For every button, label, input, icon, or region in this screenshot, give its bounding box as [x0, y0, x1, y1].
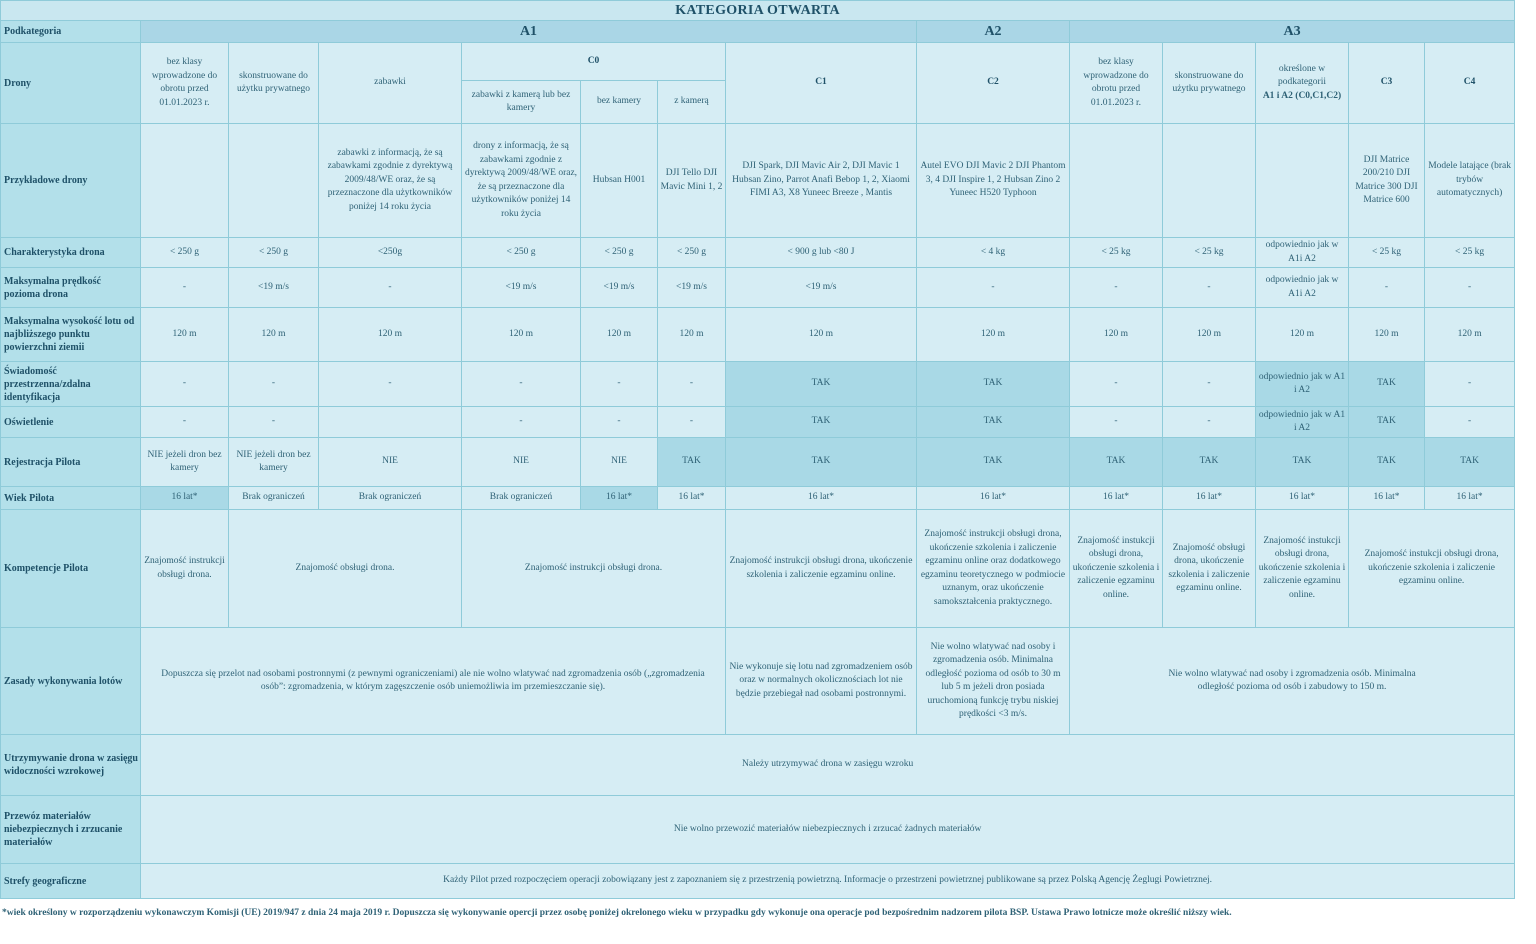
label-przewoz: Przewóz materiałów niebezpiecznych i zrzucanie materiałów: [1, 796, 141, 864]
age-a3o: 16 lat*: [1256, 487, 1349, 510]
age-a3b: 16 lat*: [1070, 487, 1163, 510]
drone-class-c0: C0: [462, 43, 726, 81]
height-cell: 120 m: [917, 308, 1070, 362]
competence-c0: Znajomość instrukcji obsługi drona.: [462, 510, 726, 628]
height-cell: 120 m: [581, 308, 658, 362]
aware-cell: -: [462, 362, 581, 407]
light-cell: -: [1425, 407, 1515, 438]
height-cell: 120 m: [141, 308, 229, 362]
speed-pryw: <19 m/s: [229, 268, 319, 308]
reg-c3: TAK: [1349, 438, 1425, 487]
speed-a3p: -: [1163, 268, 1256, 308]
label-swiadomosc: Świadomość przestrzenna/zdalna identyfikacja: [1, 362, 141, 407]
example-c2: Autel EVO DJI Mavic 2 DJI Phantom 3, 4 DJI Inspire 1, 2 Hubsan Zino 2 Yuneec H520 Typhoon: [917, 124, 1070, 238]
char-zab: <250g: [319, 238, 462, 268]
example-a3-pryw: [1163, 124, 1256, 238]
speed-zab: -: [319, 268, 462, 308]
age-bez: 16 lat*: [141, 487, 229, 510]
light-cell: -: [658, 407, 726, 438]
example-a3-okr: [1256, 124, 1349, 238]
char-c3: < 25 kg: [1349, 238, 1425, 268]
char-a3p: < 25 kg: [1163, 238, 1256, 268]
label-utrzymywanie: Utrzymywanie drona w zasięgu widoczności wzrokowej: [1, 735, 141, 796]
height-cell: 120 m: [319, 308, 462, 362]
subcategory-a3: A3: [1070, 21, 1515, 43]
height-cell: 120 m: [1070, 308, 1163, 362]
page-title: KATEGORIA OTWARTA: [1, 1, 1515, 21]
aware-cell: -: [1070, 362, 1163, 407]
drone-class-c4: C4: [1425, 43, 1515, 124]
age-c0k: 16 lat*: [658, 487, 726, 510]
label-wysokosc: Maksymalna wysokość lotu od najbliższego punktu powierzchni ziemii: [1, 308, 141, 362]
competence-bez: Znajomość instrukcji obsługi drona.: [141, 510, 229, 628]
aware-c3: TAK: [1349, 362, 1425, 407]
speed-bez: -: [141, 268, 229, 308]
reg-a3b: TAK: [1070, 438, 1163, 487]
competence-pryw-zab: Znajomość obsługi drona.: [229, 510, 462, 628]
char-bez: < 250 g: [141, 238, 229, 268]
light-c1: TAK: [726, 407, 917, 438]
drone-class-c3: C3: [1349, 43, 1425, 124]
subcategory-a2: A2: [917, 21, 1070, 43]
drone-class-a3-prywatne: skonstruowane do użytku prywatnego: [1163, 43, 1256, 124]
example-c0-zabawki: drony z informacją, że są zabawkami zgodnie z dyrektywą 2009/48/WE oraz, że są przeznaczone dla użytkowników poniżej 14 roku życia: [462, 124, 581, 238]
drone-class-a3-okreslone: [1256, 43, 1349, 124]
reg-c0b: NIE: [581, 438, 658, 487]
aware-cell: -: [319, 362, 462, 407]
aware-cell: -: [1425, 362, 1515, 407]
age-pryw: Brak ograniczeń: [229, 487, 319, 510]
reg-zab: NIE: [319, 438, 462, 487]
age-a3p: 16 lat*: [1163, 487, 1256, 510]
rules-c1: Nie wykonuje się lotu nad zgromadzeniem osób oraz w normalnych okolicznościach lot nie będzie przebiegał nad osobami postronnymi.: [726, 628, 917, 735]
reg-a3o: TAK: [1256, 438, 1349, 487]
age-c4: 16 lat*: [1425, 487, 1515, 510]
competence-c2: Znajomość instrukcji obsługi drona, ukończenie szkolenia i zaliczenie egzaminu online oraz dodatkowego egzaminu teoretycznego w podmiocie uznanym, oraz ukończenie samokształcenia praktycznego.: [917, 510, 1070, 628]
aware-cell: -: [581, 362, 658, 407]
height-cell: 120 m: [1425, 308, 1515, 362]
speed-c0b: <19 m/s: [581, 268, 658, 308]
reg-c0z: NIE: [462, 438, 581, 487]
competence-c1: Znajomość instrukcji obsługi drona, ukończenie szkolenia i zaliczenie egzaminu online.: [726, 510, 917, 628]
label-predkosc: Maksymalna prędkość pozioma drona: [1, 268, 141, 308]
light-cell: -: [1163, 407, 1256, 438]
rules-a3: Nie wolno wlatywać nad osoby i zgromadzenia osób. Minimalna odległość pozioma od osób i zabudowy to 150 m.: [1070, 628, 1515, 735]
label-strefy: Strefy geograficzne: [1, 864, 141, 899]
aware-cell: -: [1163, 362, 1256, 407]
height-cell: 120 m: [229, 308, 319, 362]
age-zab: Brak ograniczeń: [319, 487, 462, 510]
light-cell: -: [462, 407, 581, 438]
aware-cell: -: [141, 362, 229, 407]
drone-class-zabawki: zabawki: [319, 43, 462, 124]
reg-pryw: NIE jeżeli dron bez kamery: [229, 438, 319, 487]
height-cell: 120 m: [1256, 308, 1349, 362]
char-c0b: < 250 g: [581, 238, 658, 268]
age-c0z: Brak ograniczeń: [462, 487, 581, 510]
geozones-cell: Każdy Pilot przed rozpoczęciem operacji zobowiązany jest z zapoznaniem się z przestrzenią powietrzną. Informacje o przestrzeni powietrznej publikowane są przez Polską Agencję Żeglugi Powietrznej.: [141, 864, 1515, 899]
drone-class-c1: C1: [726, 43, 917, 124]
aware-cell: -: [658, 362, 726, 407]
speed-c3: -: [1349, 268, 1425, 308]
light-c3: TAK: [1349, 407, 1425, 438]
height-cell: 120 m: [462, 308, 581, 362]
reg-c2: TAK: [917, 438, 1070, 487]
reg-a3p: TAK: [1163, 438, 1256, 487]
drone-class-prywatne: skonstruowane do użytku prywatnego: [229, 43, 319, 124]
example-bez-klasy: [141, 124, 229, 238]
c0-zabawki: zabawki z kamerą lub bez kamery: [462, 81, 581, 124]
dangerous-goods-cell: Nie wolno przewozić materiałów niebezpiecznych i zrzucać żadnych materiałów: [141, 796, 1515, 864]
speed-a3b: -: [1070, 268, 1163, 308]
age-c1: 16 lat*: [726, 487, 917, 510]
competence-a3b: Znajomość instukcji obsługi drona, ukończenie szkolenia i zaliczenie egzaminu online.: [1070, 510, 1163, 628]
speed-c1: <19 m/s: [726, 268, 917, 308]
drone-class-bez-klasy: bez klasy wprowadzone do obrotu przed 01.01.2023 r.: [141, 43, 229, 124]
label-charakterystyka: Charakterystyka drona: [1, 238, 141, 268]
example-c0-bez: Hubsan H001: [581, 124, 658, 238]
light-cell: -: [229, 407, 319, 438]
okreslone-bold: A1 i A2 (C0,C1,C2): [1262, 90, 1342, 101]
c0-bez-kamery: bez kamery: [581, 81, 658, 124]
age-c3: 16 lat*: [1349, 487, 1425, 510]
example-c4: Modele latające (brak trybów automatycznych): [1425, 124, 1515, 238]
light-cell: -: [581, 407, 658, 438]
speed-c0z: <19 m/s: [462, 268, 581, 308]
drone-class-c2: C2: [917, 43, 1070, 124]
age-c2: 16 lat*: [917, 487, 1070, 510]
height-cell: 120 m: [1349, 308, 1425, 362]
aware-cell: -: [229, 362, 319, 407]
label-oswietlenie: Oświetlenie: [1, 407, 141, 438]
example-c0-z: DJI Tello DJI Mavic Mini 1, 2: [658, 124, 726, 238]
aware-a3o: odpowiednio jak w A1 i A2: [1256, 362, 1349, 407]
aware-c2: TAK: [917, 362, 1070, 407]
footnote: *wiek określony w rozporządzeniu wykonawczym Komisji (UE) 2019/947 z dnia 24 maja 2019 r. Dopuszcza się wykonywanie opercji przez osobę poniżej okrelonego wieku w przypadku gdy wykonuje ona operacje pod bezpośrednim nadzorem pilota BSP. Ustawa Prawo lotnicze może określić niższy wiek.: [2, 908, 1232, 918]
rules-c2: Nie wolno wlatywać nad osoby i zgromadzenia osób. Minimalna odległość pozioma od osób to 30 m lub 5 m jeżeli dron posiada uruchomioną funkcję trybu niskiej prędkości <3 m/s.: [917, 628, 1070, 735]
light-cell: [319, 407, 462, 438]
reg-c0k: TAK: [658, 438, 726, 487]
height-cell: 120 m: [658, 308, 726, 362]
light-cell: -: [141, 407, 229, 438]
speed-c2: -: [917, 268, 1070, 308]
light-a3o: odpowiednio jak w A1 i A2: [1256, 407, 1349, 438]
light-cell: -: [1070, 407, 1163, 438]
label-wiek: Wiek Pilota: [1, 487, 141, 510]
char-c4: < 25 kg: [1425, 238, 1515, 268]
aware-c1: TAK: [726, 362, 917, 407]
light-c2: TAK: [917, 407, 1070, 438]
example-prywatne: [229, 124, 319, 238]
label-zasady: Zasady wykonywania lotów: [1, 628, 141, 735]
age-c0b: 16 lat*: [581, 487, 658, 510]
speed-c4: -: [1425, 268, 1515, 308]
char-a3b: < 25 kg: [1070, 238, 1163, 268]
reg-c1: TAK: [726, 438, 917, 487]
speed-c0k: <19 m/s: [658, 268, 726, 308]
example-zabawki: zabawki z informacją, że są zabawkami zgodnie z dyrektywą 2009/48/WE oraz, że są przeznaczone dla użytkowników poniżej 14 roku życia: [319, 124, 462, 238]
competence-a3p: Znajomość obsługi drona, ukończenie szkolenia i zaliczenie egzaminu online.: [1163, 510, 1256, 628]
char-c0k: < 250 g: [658, 238, 726, 268]
char-c0z: < 250 g: [462, 238, 581, 268]
competence-a3o: Znajomość instukcji obsługi drona, ukończenie szkolenia i zaliczenie egzaminu online.: [1256, 510, 1349, 628]
label-podkategoria: Podkategoria: [1, 21, 141, 43]
reg-c4: TAK: [1425, 438, 1515, 487]
char-c1: < 900 g lub <80 J: [726, 238, 917, 268]
speed-a3o: odpowiednio jak w A1i A2: [1256, 268, 1349, 308]
label-kompetencje: Kompetencje Pilota: [1, 510, 141, 628]
subcategory-a1: A1: [141, 21, 917, 43]
example-a3-bez: [1070, 124, 1163, 238]
rules-a1: Dopuszcza się przelot nad osobami postronnymi (z pewnymi ograniczeniami) ale nie wolno wlatywać nad zgromadzenia osób („zgromadzenia osób”: zgromadzenia, w którym zagęszczenie osób uniemożliwia im przemieszczanie się).: [141, 628, 726, 735]
okreslone-text: określone w podkategorii: [1277, 63, 1326, 88]
char-c2: < 4 kg: [917, 238, 1070, 268]
label-rejestracja: Rejestracja Pilota: [1, 438, 141, 487]
label-drony: Drony: [1, 43, 141, 124]
drone-class-a3-bez-klasy: bez klasy wprowadzone do obrotu przed 01.01.2023 r.: [1070, 43, 1163, 124]
height-cell: 120 m: [726, 308, 917, 362]
char-a3o: odpowiednio jak w A1i A2: [1256, 238, 1349, 268]
reg-bez: NIE jeżeli dron bez kamery: [141, 438, 229, 487]
label-przykladowe: Przykładowe drony: [1, 124, 141, 238]
char-pryw: < 250 g: [229, 238, 319, 268]
example-c3: DJI Matrice 200/210 DJI Matrice 300 DJI Matrice 600: [1349, 124, 1425, 238]
height-cell: 120 m: [1163, 308, 1256, 362]
vlos-cell: Należy utrzymywać drona w zasięgu wzroku: [141, 735, 1515, 796]
example-c1: DJI Spark, DJI Mavic Air 2, DJI Mavic 1 Hubsan Zino, Parrot Anafi Bebop 1, 2, Xiaomi FIMI A3, X8 Yuneec Breeze , Mantis: [726, 124, 917, 238]
competence-c3-c4: Znajomość instukcji obsługi drona, ukończenie szkolenia i zaliczenie egzaminu online.: [1349, 510, 1515, 628]
c0-z-kamera: z kamerą: [658, 81, 726, 124]
